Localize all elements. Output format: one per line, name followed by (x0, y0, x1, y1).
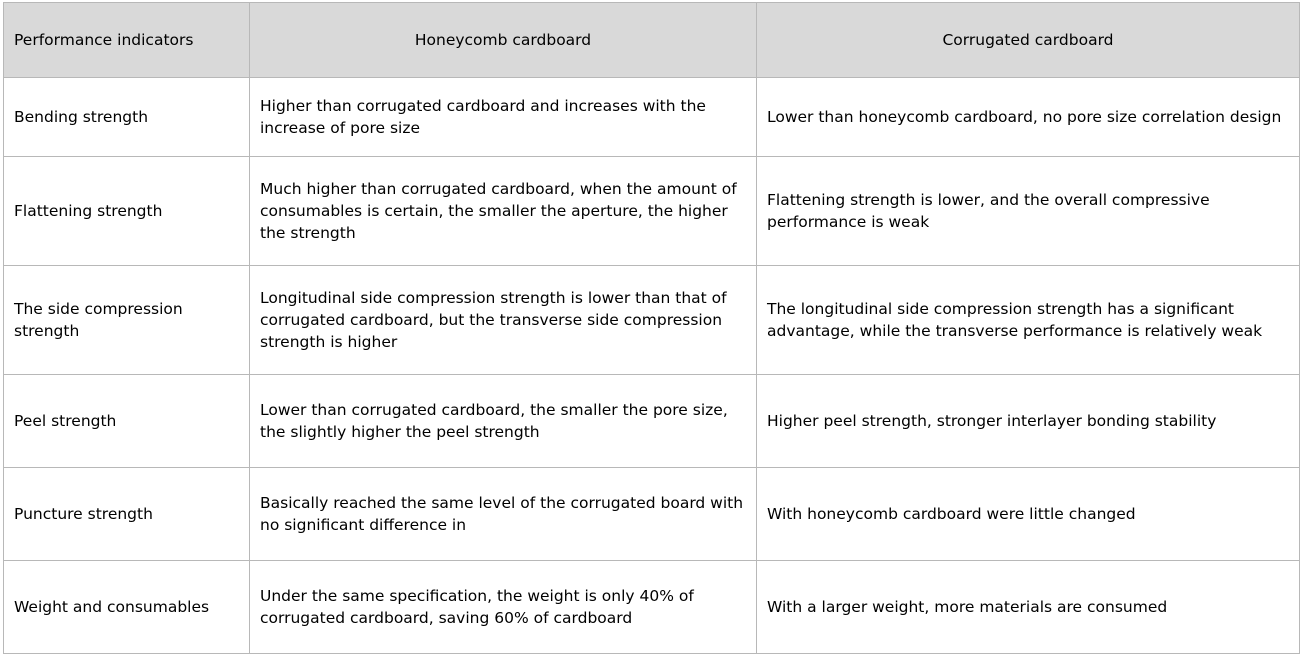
column-header-corrugated-cardboard: Corrugated cardboard (757, 3, 1300, 78)
comparison-table-container (0, 2, 1302, 629)
cell-indicator: Flattening strength (4, 157, 250, 266)
cell-corrugated: With honeycomb cardboard were little changed (757, 468, 1300, 561)
table-row (4, 266, 1300, 375)
cell-indicator: The side compression strength (4, 266, 250, 375)
performance-comparison-table (3, 2, 1300, 654)
cell-honeycomb: Basically reached the same level of the corrugated board with no significant difference in (250, 468, 757, 561)
cell-honeycomb: Longitudinal side compression strength is lower than that of corrugated cardboard, but the transverse side compression strength is higher (250, 266, 757, 375)
cell-corrugated: With a larger weight, more materials are consumed (757, 561, 1300, 654)
cell-honeycomb: Under the same specification, the weight is only 40% of corrugated cardboard, saving 60% of cardboard (250, 561, 757, 654)
cell-indicator: Peel strength (4, 375, 250, 468)
cell-honeycomb: Much higher than corrugated cardboard, when the amount of consumables is certain, the smaller the aperture, the higher the strength (250, 157, 757, 266)
cell-corrugated: Higher peel strength, stronger interlayer bonding stability (757, 375, 1300, 468)
table-row (4, 561, 1300, 654)
table-row (4, 375, 1300, 468)
cell-corrugated: Lower than honeycomb cardboard, no pore size correlation design (757, 78, 1300, 157)
cell-indicator: Bending strength (4, 78, 250, 157)
column-header-honeycomb-cardboard: Honeycomb cardboard (250, 3, 757, 78)
table-body (4, 78, 1300, 654)
cell-corrugated: Flattening strength is lower, and the overall compressive performance is weak (757, 157, 1300, 266)
table-row (4, 157, 1300, 266)
column-header-performance-indicators: Performance indicators (4, 3, 250, 78)
cell-corrugated: The longitudinal side compression strength has a significant advantage, while the transverse performance is relatively weak (757, 266, 1300, 375)
table-header-row (4, 3, 1300, 78)
cell-indicator: Weight and consumables (4, 561, 250, 654)
cell-honeycomb: Higher than corrugated cardboard and increases with the increase of pore size (250, 78, 757, 157)
table-header (4, 3, 1300, 78)
cell-indicator: Puncture strength (4, 468, 250, 561)
cell-honeycomb: Lower than corrugated cardboard, the smaller the pore size, the slightly higher the peel strength (250, 375, 757, 468)
table-row (4, 78, 1300, 157)
table-row (4, 468, 1300, 561)
